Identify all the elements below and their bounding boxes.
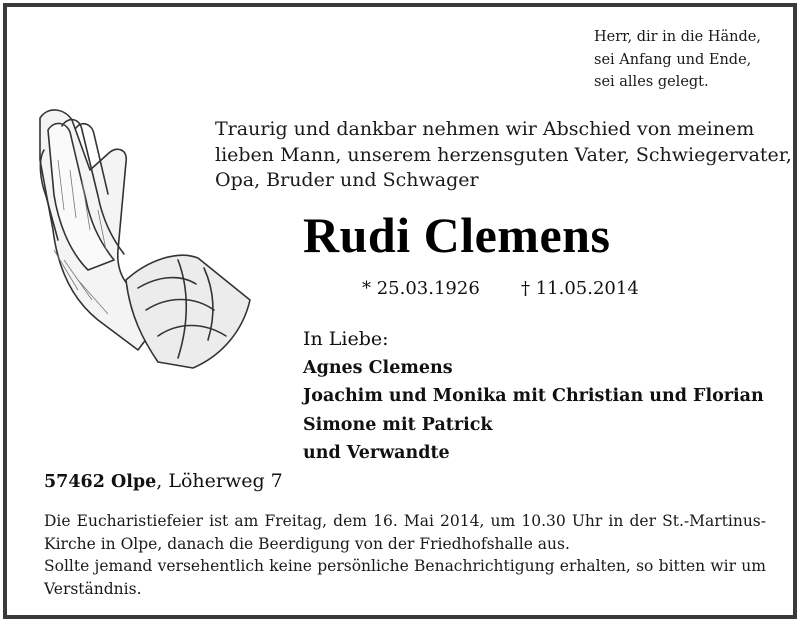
- intro-line: Traurig und dankbar nehmen wir Abschied von meinem: [215, 118, 755, 140]
- intro-line: Opa, Bruder und Schwager: [215, 169, 479, 191]
- family-member: Joachim und Monika mit Christian und Florian: [303, 386, 764, 406]
- motto: [594, 26, 761, 94]
- motto-line: sei alles gelegt.: [594, 74, 709, 90]
- address-city: 57462 Olpe: [44, 472, 157, 492]
- intro-line: lieben Mann, unserem herzensguten Vater, Schwiegervater,: [215, 143, 792, 166]
- family-member: Agnes Clemens: [303, 357, 453, 378]
- address: [44, 470, 283, 492]
- death-date: † 11.05.2014: [521, 278, 639, 299]
- family-block: [303, 325, 764, 468]
- family-heading: In Liebe:: [303, 328, 389, 350]
- family-member: und Verwandte: [303, 443, 450, 463]
- service-info: Die Eucharistiefeier ist am Freitag, dem 16. Mai 2014, um 10.30 Uhr in der St.-Martinus-Kirche in Olpe, danach die Beerdigung von der Friedhofshalle aus.: [44, 512, 766, 553]
- birth-date: * 25.03.1926: [362, 278, 480, 299]
- motto-line: Herr, dir in die Hände,: [594, 29, 761, 45]
- address-street: , Löherweg 7: [156, 470, 283, 492]
- notification-note: Sollte jemand versehentlich keine persönliche Benachrichtigung erhalten, so bitten wir um Verständnis.: [44, 557, 766, 598]
- motto-line: sei Anfang und Ende,: [594, 51, 752, 68]
- service-notice: [44, 510, 766, 600]
- family-member: Simone mit Patrick: [303, 414, 493, 435]
- deceased-name: Rudi Clemens: [303, 207, 611, 263]
- intro-text: [215, 117, 792, 194]
